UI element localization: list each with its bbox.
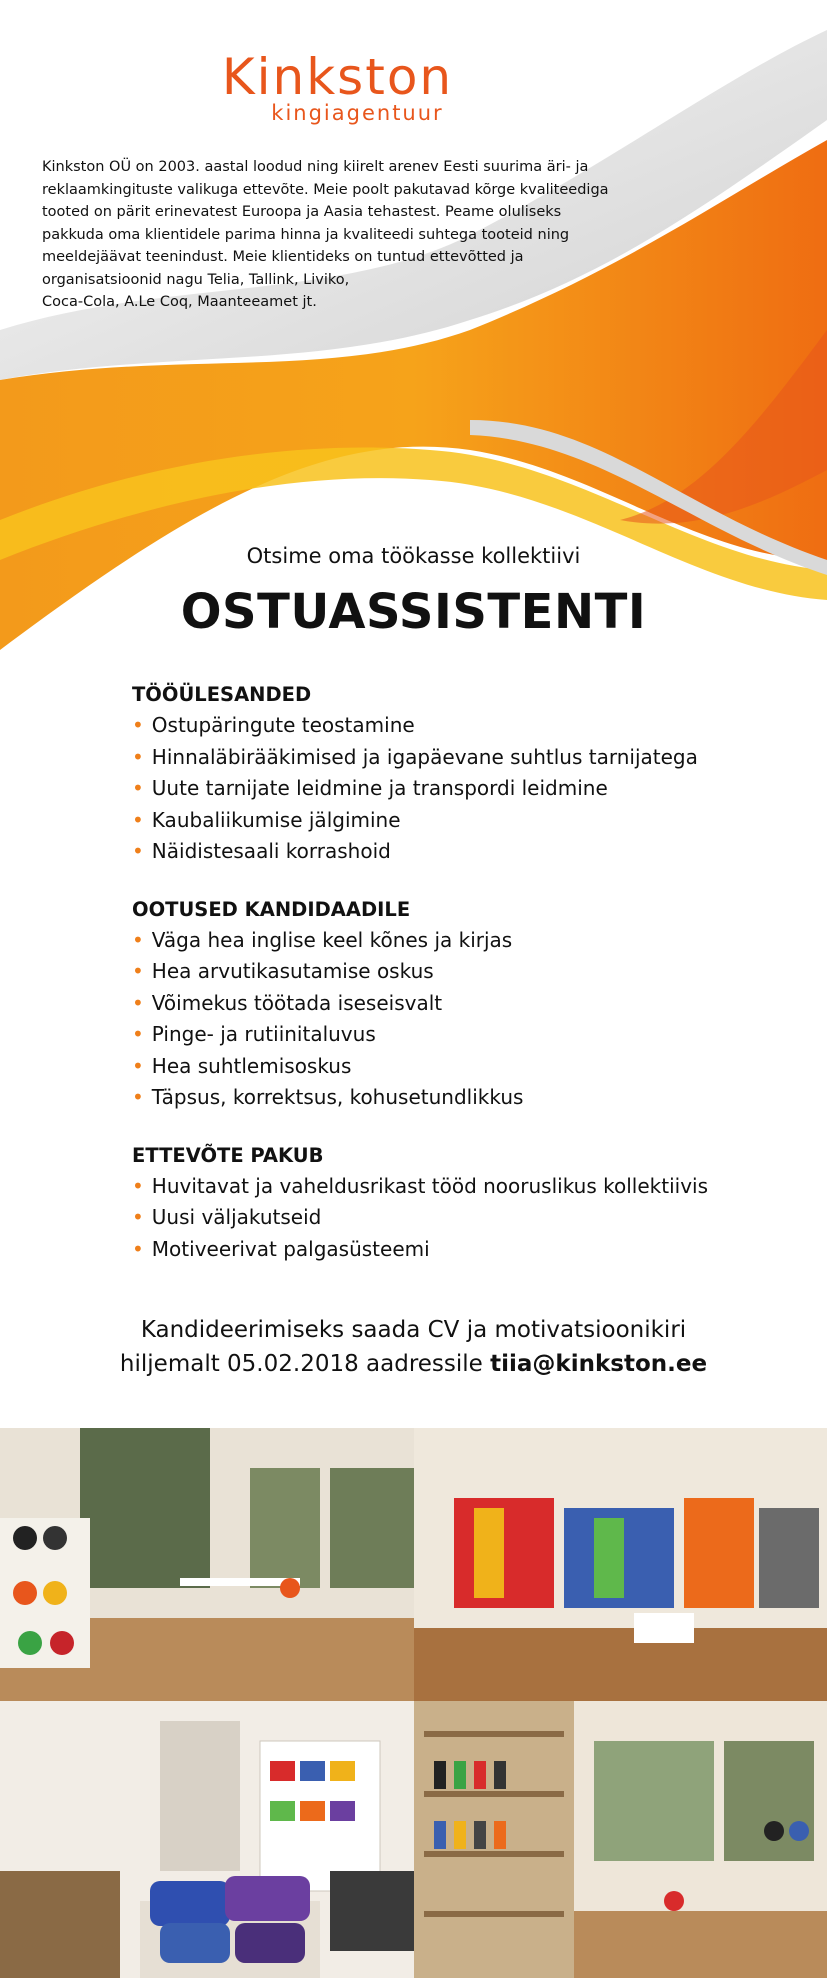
list-item: • Uute tarnijate leidmine ja transpordi leidmine	[132, 776, 608, 800]
showroom-photo-mugs	[0, 1428, 414, 1701]
intro-line: Coca-Cola, A.Le Coq, Maanteeamet jt.	[42, 294, 317, 310]
job-title: OSTUASSISTENTI	[180, 584, 647, 640]
bullet-icon: •	[132, 744, 144, 769]
bullet-icon: •	[132, 839, 144, 863]
list-item: • Täpsus, korrektsus, kohusetundlikkus	[132, 1085, 524, 1109]
section-heading: OOTUSED KANDIDAADILE	[132, 897, 411, 921]
bullet-icon: •	[132, 959, 144, 983]
list-item: • Ostupäringute teostamine	[132, 713, 415, 737]
showroom-photo-shelves	[414, 1701, 827, 1978]
bullet-icon: •	[132, 990, 144, 1015]
section-expectations	[132, 896, 792, 1114]
list-item: • Huvitavat ja vaheldusrikast tööd nooruslikus kollektiivis	[132, 1173, 709, 1198]
list-item: • Motiveerivat palgasüsteemi	[132, 1236, 430, 1261]
bullet-icon: •	[132, 713, 144, 737]
company-intro	[42, 156, 662, 314]
list-item: • Hea suhtlemisoskus	[132, 1053, 352, 1078]
intro-line: pakkuda oma klientidele parima hinna ja kvaliteedi suhtega tooteid ning	[42, 226, 570, 243]
brand-logo	[165, 50, 510, 124]
showroom-photo-clothing	[414, 1428, 827, 1701]
list-item: • Võimekus töötada iseseisvalt	[132, 990, 443, 1015]
list-item: • Uusi väljakutseid	[132, 1205, 322, 1229]
list-item: • Väga hea inglise keel kõnes ja kirjas	[132, 927, 513, 952]
intro-line: tooted on pärit erinevatest Euroopa ja Aasia tehastest. Peame oluliseks	[42, 204, 562, 220]
list-item: • Hinnaläbirääkimised ja igapäevane suhtlus tarnijatega	[132, 744, 698, 769]
bullet-icon: •	[132, 1022, 144, 1046]
bullet-icon: •	[132, 807, 144, 832]
list-item: • Hea arvutikasutamise oskus	[132, 959, 434, 983]
application-call-to-action	[0, 1313, 827, 1381]
contact-email-link[interactable]: tiia@kinkston.ee	[490, 1351, 708, 1377]
bullet-icon: •	[132, 1173, 144, 1198]
showroom-photo-gallery	[0, 1428, 827, 1978]
bullet-icon: •	[132, 776, 144, 800]
bullet-icon: •	[132, 1085, 144, 1109]
intro-line: reklaamkingituste valikuga ettevõte. Meie poolt pakutavad kõrge kvaliteediga	[42, 181, 609, 198]
cta-line: hiljemalt 05.02.2018 aadressile tiia@kinkston.ee	[119, 1351, 708, 1377]
list-item: • Kaubaliikumise jälgimine	[132, 807, 401, 832]
intro-line: Kinkston OÜ on 2003. aastal loodud ning kiirelt arenev Eesti suurima äri- ja	[42, 159, 589, 175]
brand-tagline: kingiagentuur	[271, 101, 444, 125]
brand-name: Kinkston	[221, 48, 454, 106]
section-heading: ETTEVÕTE PAKUB	[132, 1143, 324, 1167]
job-subheading: Otsime oma töökasse kollektiivi	[246, 544, 581, 568]
list-item: • Pinge- ja rutiinitaluvus	[132, 1022, 376, 1046]
cta-line: Kandideerimiseks saada CV ja motivatsioonikiri	[140, 1317, 687, 1343]
intro-line: meeldejäävat teenindust. Meie klientideks on tuntud ettevõtted ja	[42, 249, 524, 265]
bullet-icon: •	[132, 1205, 144, 1229]
intro-line: organisatsioonid nagu Telia, Tallink, Liviko,	[42, 271, 350, 288]
section-offers	[132, 1142, 792, 1266]
bullet-icon: •	[132, 1053, 144, 1078]
bullet-icon: •	[132, 1236, 144, 1261]
section-heading: TÖÖÜLESANDED	[132, 683, 312, 706]
showroom-photo-pillows	[0, 1701, 414, 1978]
bullet-icon: •	[132, 927, 144, 952]
job-details	[132, 681, 792, 1293]
list-item: • Näidistesaali korrashoid	[132, 839, 391, 863]
section-duties	[132, 681, 792, 868]
